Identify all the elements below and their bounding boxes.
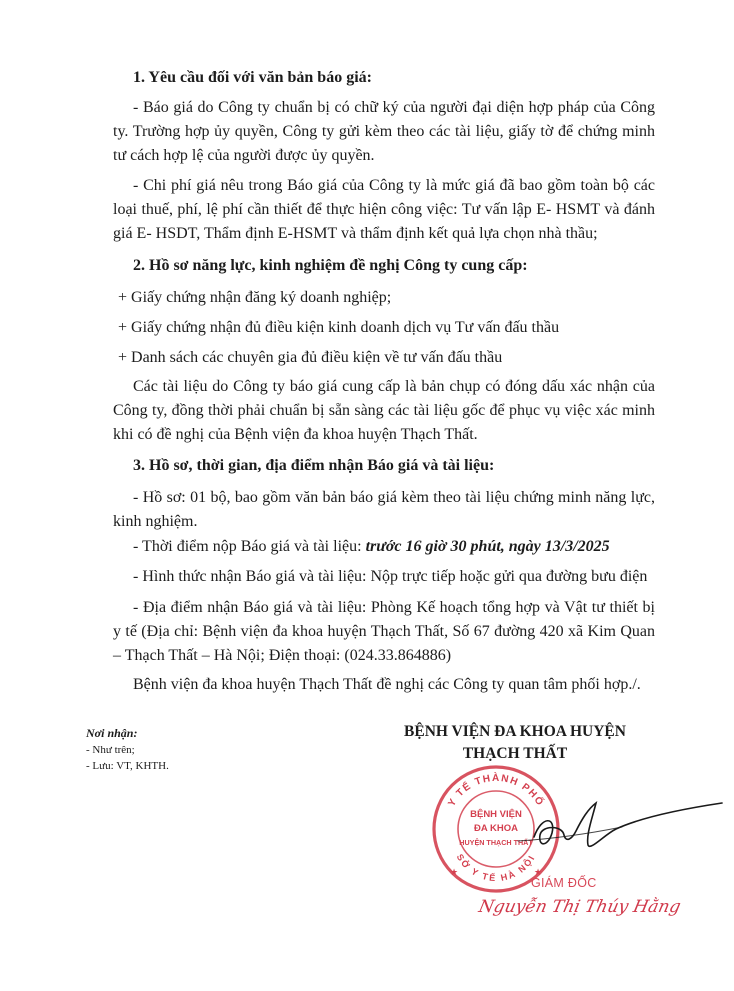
- stamp-center-line2: ĐA KHOA: [474, 823, 518, 834]
- stamp-center-line1: BỆNH VIỆN: [470, 809, 522, 820]
- section3-location: - Địa điểm nhận Báo giá và tài liệu: Phòng Kế hoạch tổng hợp và Vật tư thiết bị y tế (Địa chỉ: Bệnh viện đa khoa huyện Thạch Thất, Số 67 đường 420 xã Kim Quan – Thạch Thất – Hà Nội; Điện thoại: (024.33.864886): [113, 599, 655, 664]
- recipient-item: - Như trên;: [86, 744, 135, 756]
- section1-heading: 1. Yêu cầu đối với văn bản báo giá:: [133, 69, 372, 86]
- section2-heading: 2. Hồ sơ năng lực, kinh nghiệm đề nghị Công ty cung cấp:: [133, 257, 528, 274]
- deadline-value: trước 16 giờ 30 phút, ngày 13/3/2025: [365, 538, 610, 555]
- section3-method: - Hình thức nhận Báo giá và tài liệu: Nộp trực tiếp hoặc gửi qua đường bưu điện: [133, 568, 648, 585]
- stamp-star-icon: ★: [450, 867, 459, 877]
- section2-item-2: + Giấy chứng nhận đủ điều kiện kinh doanh dịch vụ Tư vấn đấu thầu: [118, 319, 560, 336]
- stamp-star-icon: ★: [534, 867, 543, 877]
- stamp-ring-top: Y TẾ THÀNH PHỐ: [446, 772, 546, 809]
- stamp-ring-bottom: SỞ Y TẾ HÀ NỘI: [454, 852, 538, 884]
- director-title: GIÁM ĐỐC: [531, 876, 597, 890]
- deadline-label: - Thời điểm nộp Báo giá và tài liệu:: [133, 538, 366, 555]
- recipients-title: Nơi nhận:: [86, 726, 138, 740]
- section3-heading: 3. Hồ sơ, thời gian, địa điểm nhận Báo giá và tài liệu:: [133, 457, 495, 474]
- section2-item-3: + Danh sách các chuyên gia đủ điều kiện về tư vấn đấu thầu: [118, 349, 503, 366]
- section3-deadline: [113, 535, 655, 559]
- section3-dossier: - Hồ sơ: 01 bộ, bao gồm văn bản báo giá kèm theo tài liệu chứng minh năng lực, kinh nghiệm.: [113, 489, 655, 530]
- recipient-item: - Lưu: VT, KHTH.: [86, 760, 169, 772]
- section2-item-1: + Giấy chứng nhận đăng ký doanh nghiệp;: [118, 289, 392, 306]
- signature-org-line2: THẠCH THẤT: [462, 745, 568, 762]
- signer-name: Nguyễn Thị Thúy Hằng: [476, 897, 683, 917]
- section1-para1: - Báo giá do Công ty chuẩn bị có chữ ký của người đại diện hợp pháp của Công ty. Trường hợp ủy quyền, Công ty gửi kèm theo các tài liệu, giấy tờ để chứng minh tư cách hợp lệ của người được ủy quyền.: [113, 99, 655, 164]
- section2-note: Các tài liệu do Công ty báo giá cung cấp là bản chụp có đóng dấu xác nhận của Công ty, đồng thời phải chuẩn bị sẵn sàng các tài liệu gốc để phục vụ việc xác minh khi có đề nghị của Bệnh viện đa khoa huyện Thạch Thất.: [113, 378, 655, 443]
- closing-text: Bệnh viện đa khoa huyện Thạch Thất đề nghị các Công ty quan tâm phối hợp./.: [133, 676, 641, 693]
- stamp-center-line3: HUYỆN THẠCH THẤT: [459, 838, 533, 847]
- handwritten-signature: [512, 795, 728, 875]
- signature-org-line1: BỆNH VIỆN ĐA KHOA HUYỆN: [404, 723, 626, 740]
- section1-para2: - Chi phí giá nêu trong Báo giá của Công ty là mức giá đã bao gồm toàn bộ các loại thuế, phí, lệ phí cần thiết để thực hiện công việc: Tư vấn lập E- HSMT và đánh giá E- HSDT, Thẩm định E-HSMT và thẩm định kết quả lựa chọn nhà thầu;: [113, 177, 655, 242]
